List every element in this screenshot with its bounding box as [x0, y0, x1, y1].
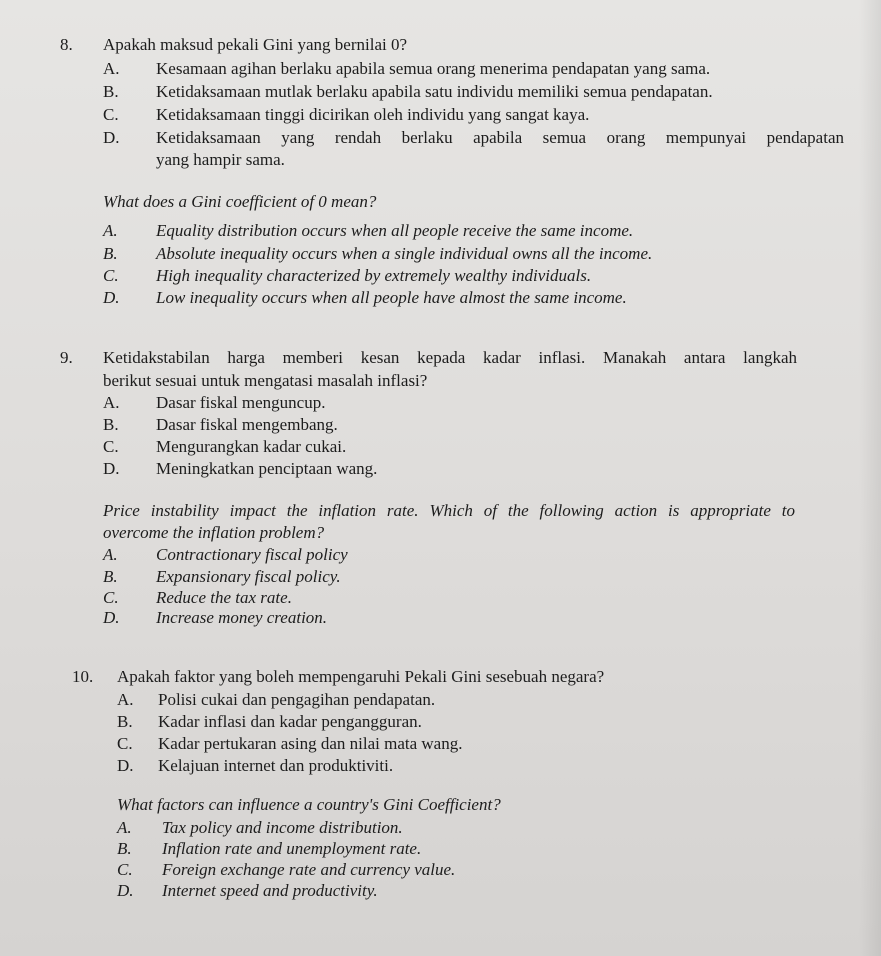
english-stem: What does a Gini coefficient of 0 mean? [103, 192, 377, 211]
option-text-d-cont: yang hampir sama. [156, 150, 285, 169]
option-letter-c: C. [103, 437, 119, 456]
en-option-text-c: Foreign exchange rate and currency value. [162, 860, 456, 879]
option-letter-d: D. [103, 128, 120, 147]
en-option-letter-b: B. [117, 839, 132, 858]
option-text-c: Ketidaksamaan tinggi dicirikan oleh individu yang sangat kaya. [156, 105, 590, 124]
question-stem: Ketidakstabilan harga memberi kesan kepada kadar inflasi. Manakah antara langkah [103, 348, 797, 367]
option-letter-c: C. [103, 105, 119, 124]
option-letter-a: A. [103, 59, 120, 78]
question-stem-cont: berikut sesuai untuk mengatasi masalah inflasi? [103, 371, 428, 390]
option-letter-b: B. [103, 415, 119, 434]
option-text-d: Ketidaksamaan yang rendah berlaku apabila semua orang mempunyai pendapatan [156, 128, 844, 147]
option-text-b: Ketidaksamaan mutlak berlaku apabila satu individu memiliki semua pendapatan. [156, 82, 713, 101]
option-text-a: Kesamaan agihan berlaku apabila semua orang menerima pendapatan yang sama. [156, 59, 711, 78]
en-option-text-b: Inflation rate and unemployment rate. [162, 839, 422, 858]
question-stem: Apakah maksud pekali Gini yang bernilai 0? [103, 35, 408, 54]
option-text-c: Mengurangkan kadar cukai. [156, 437, 347, 456]
question-number: 9. [60, 348, 73, 367]
english-stem-cont: overcome the inflation problem? [103, 523, 325, 542]
en-option-letter-d: D. [117, 881, 134, 900]
option-letter-b: B. [103, 82, 119, 101]
en-option-text-b: Expansionary fiscal policy. [156, 567, 341, 586]
question-stem: Apakah faktor yang boleh mempengaruhi Pekali Gini sesebuah negara? [117, 667, 605, 686]
en-option-text-d: Increase money creation. [156, 608, 328, 627]
option-letter-c: C. [117, 734, 133, 753]
option-text-c: Kadar pertukaran asing dan nilai mata wang. [158, 734, 463, 753]
english-stem: What factors can influence a country's Gini Coefficient? [117, 795, 501, 814]
en-option-letter-c: C. [103, 266, 119, 285]
en-option-text-a: Equality distribution occurs when all people receive the same income. [156, 221, 634, 240]
en-option-letter-b: B. [103, 244, 118, 263]
option-letter-a: A. [117, 690, 134, 709]
en-option-text-d: Internet speed and productivity. [162, 881, 378, 900]
en-option-letter-d: D. [103, 608, 120, 627]
option-text-d: Kelajuan internet dan produktiviti. [158, 756, 394, 775]
en-option-text-a: Contractionary fiscal policy [156, 545, 348, 564]
option-letter-a: A. [103, 393, 120, 412]
en-option-text-c: Reduce the tax rate. [156, 588, 292, 607]
page-edge-shadow [859, 0, 881, 956]
option-letter-d: D. [117, 756, 134, 775]
en-option-letter-c: C. [103, 588, 119, 607]
en-option-letter-a: A. [103, 221, 118, 240]
option-letter-b: B. [117, 712, 133, 731]
en-option-letter-c: C. [117, 860, 133, 879]
option-text-b: Dasar fiskal mengembang. [156, 415, 338, 434]
english-stem: Price instability impact the inflation rate. Which of the following action is appropriate to [103, 501, 795, 520]
en-option-letter-d: D. [103, 288, 120, 307]
en-option-text-c: High inequality characterized by extremely wealthy individuals. [156, 266, 592, 285]
option-text-a: Polisi cukai dan pengagihan pendapatan. [158, 690, 436, 709]
question-number: 8. [60, 35, 73, 54]
option-letter-d: D. [103, 459, 120, 478]
en-option-text-b: Absolute inequality occurs when a single individual owns all the income. [156, 244, 653, 263]
question-number: 10. [72, 667, 94, 686]
option-text-d: Meningkatkan penciptaan wang. [156, 459, 378, 478]
en-option-letter-b: B. [103, 567, 118, 586]
en-option-letter-a: A. [103, 545, 118, 564]
en-option-text-d: Low inequality occurs when all people have almost the same income. [156, 288, 627, 307]
option-text-b: Kadar inflasi dan kadar pengangguran. [158, 712, 422, 731]
option-text-a: Dasar fiskal menguncup. [156, 393, 326, 412]
en-option-letter-a: A. [117, 818, 132, 837]
en-option-text-a: Tax policy and income distribution. [162, 818, 403, 837]
